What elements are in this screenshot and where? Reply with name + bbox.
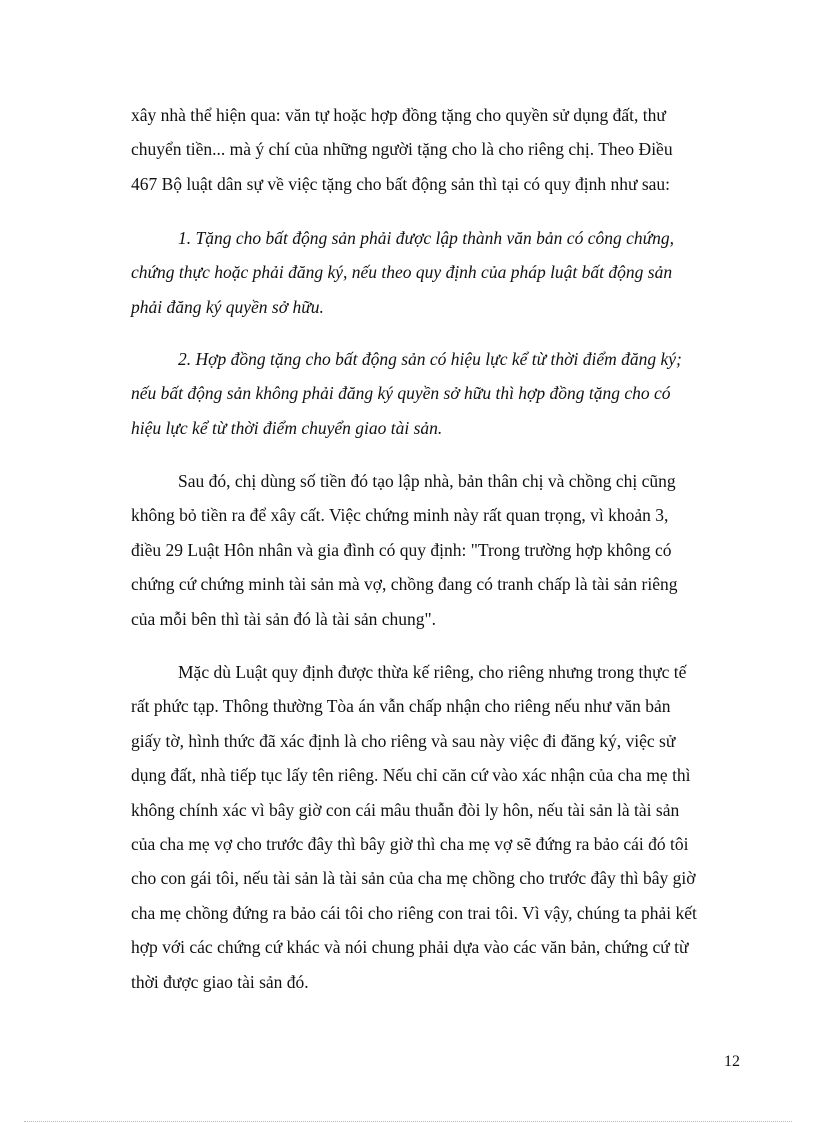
paragraph-practice-analysis: [131, 655, 751, 999]
text-line: Sau đó, chị dùng số tiền đó tạo lập nhà, bản thân chị và chồng chị cũng: [178, 471, 676, 491]
text-line: 1. Tặng cho bất động sản phải được lập thành văn bản có công chứng,: [178, 228, 675, 248]
page-number: 12: [724, 1053, 740, 1070]
text-line: hợp với các chứng cứ khác và nói chung phải dựa vào các văn bản, chứng cứ từ: [131, 937, 689, 958]
text-line: hiệu lực kể từ thời điểm chuyển giao tài sản.: [131, 417, 443, 438]
text-line: thời được giao tài sản đó.: [131, 971, 309, 992]
text-line: Mặc dù Luật quy định được thừa kế riêng, cho riêng nhưng trong thực tế: [178, 662, 687, 682]
text-line: rất phức tạp. Thông thường Tòa án vẫn chấp nhận cho riêng nếu như văn bản: [131, 696, 671, 717]
text-line: 467 Bộ luật dân sự về việc tặng cho bất động sản thì tại có quy định như sau:: [131, 173, 671, 194]
text-line: nếu bất động sản không phải đăng ký quyền sở hữu thì hợp đồng tặng cho có: [131, 383, 671, 404]
text-line: chuyển tiền... mà ý chí của những người tặng cho là cho riêng chị. Theo Điều: [131, 139, 673, 160]
text-line: dụng đất, nhà tiếp tục lấy tên riêng. Nếu chỉ căn cứ vào xác nhận của cha mẹ thì: [131, 765, 691, 786]
paragraph-gift-context: [131, 98, 751, 201]
text-line: của cha mẹ vợ cho trước đây thì bây giờ thì cha mẹ vợ sẽ đứng ra bảo cái đó tôi: [131, 834, 689, 855]
footer-divider: [24, 1121, 792, 1122]
text-line: giấy tờ, hình thức đã xác định là cho riêng và sau này việc đi đăng ký, việc sử: [131, 730, 676, 751]
text-line: chứng cứ chứng minh tài sản mà vợ, chồng đang có tranh chấp là tài sản riêng: [131, 574, 678, 595]
text-line: của mỗi bên thì tài sản đó là tài sản chung".: [131, 608, 437, 629]
text-line: không bỏ tiền ra để xây cất. Việc chứng minh này rất quan trọng, vì khoản 3,: [131, 505, 669, 526]
paragraph-quoted-clause-1: [131, 221, 751, 324]
paragraph-proof-importance: [131, 464, 751, 636]
text-line: cho con gái tôi, nếu tài sản là tài sản của cha mẹ chồng cho trước đây thì bây giờ: [131, 868, 696, 889]
text-line: không chính xác vì bây giờ con cái mâu thuẫn đòi ly hôn, nếu tài sản là tài sản: [131, 799, 680, 820]
text-line: phải đăng ký quyền sở hữu.: [131, 296, 324, 317]
text-line: điều 29 Luật Hôn nhân và gia đình có quy định: "Trong trường hợp không có: [131, 539, 672, 560]
text-line: chứng thực hoặc phải đăng ký, nếu theo quy định của pháp luật bất động sản: [131, 262, 673, 283]
text-line: cha mẹ chồng đứng ra bảo cái tôi cho riêng con trai tôi. Vì vậy, chúng ta phải kết: [131, 902, 697, 923]
text-line: 2. Hợp đồng tặng cho bất động sản có hiệu lực kể từ thời điểm đăng ký;: [178, 349, 682, 369]
text-line: xây nhà thể hiện qua: văn tự hoặc hợp đồng tặng cho quyền sử dụng đất, thư: [131, 105, 666, 125]
paragraph-quoted-clause-2: [131, 342, 751, 445]
